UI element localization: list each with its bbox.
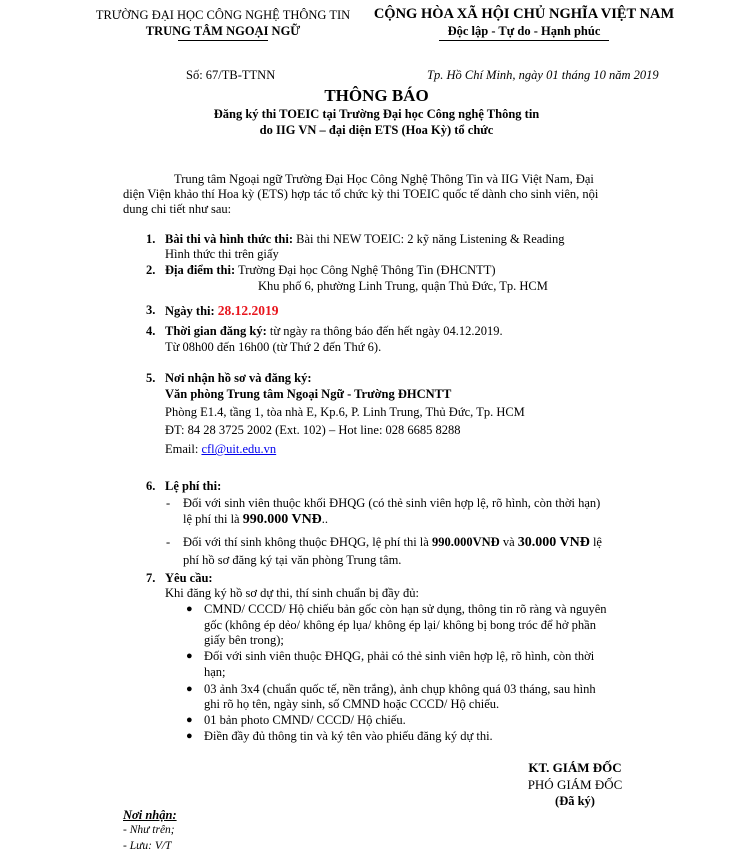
page-title: THÔNG BÁO — [324, 86, 429, 105]
office-phone: ĐT: 84 28 3725 2002 (Ext. 102) – Hot line: 028 6685 8288 — [165, 423, 461, 437]
item-2 — [165, 263, 496, 278]
req-1-line1: CMND/ CCCD/ Hộ chiếu bản gốc còn hạn sử dụng, thông tin rõ ràng và nguyên — [204, 602, 607, 616]
fee-b-amount2: 30.000 VNĐ — [517, 535, 590, 550]
signature-status: (Đã ký) — [555, 794, 595, 808]
item-5-number: 5. — [146, 371, 156, 385]
requirements-intro: Khi đăng ký hồ sơ dự thi, thí sinh chuẩn bị đầy đủ: — [165, 586, 419, 600]
email-link[interactable]: cfl@uit.edu.vn — [201, 442, 277, 456]
item-7-number: 7. — [146, 571, 156, 585]
header-right — [372, 6, 676, 41]
req-3-line2: ghi rõ họ tên, ngày sinh, số CMND hoặc CCCD/ Hộ chiếu. — [204, 697, 500, 711]
recipients-label: Nơi nhận: — [123, 808, 177, 822]
item-6-number: 6. — [146, 479, 156, 493]
signature-title: KT. GIÁM ĐỐC — [528, 760, 622, 775]
bullet-3-icon: ● — [186, 683, 193, 695]
recipient-1: - Như trên; — [123, 824, 175, 836]
item-2-text: Trường Đại học Công Nghệ Thông Tin (ĐHCNTT) — [235, 263, 496, 277]
nation-motto: Độc lập - Tự do - Hạnh phúc — [447, 24, 601, 38]
item-2-line2: Khu phố 6, phường Linh Trung, quận Thủ Đức, Tp. HCM — [258, 279, 548, 293]
fee-a-line2 — [183, 512, 328, 528]
bullet-2-icon: ● — [186, 650, 193, 662]
fee-b-prefix: Đối với thí sinh không thuộc ĐHQG, lệ phí thi là — [183, 535, 432, 549]
item-4-text: từ ngày ra thông báo đến hết ngày 04.12.2019. — [266, 324, 503, 338]
office-email — [165, 442, 276, 457]
req-4: 01 bản photo CMND/ CCCD/ Hộ chiếu. — [204, 713, 406, 727]
item-3 — [165, 303, 279, 319]
item-4 — [165, 324, 503, 339]
fee-b-mid: và — [499, 535, 518, 549]
email-label: Email: — [165, 442, 202, 456]
header-left — [88, 8, 358, 41]
subtitle-line1: Đăng ký thi TOEIC tại Trường Đại học Công nghệ Thông tin — [213, 107, 540, 121]
req-1-line3: giấy bên trong); — [204, 633, 284, 647]
item-4-number: 4. — [146, 324, 156, 338]
req-2-line1: Đối với sinh viên thuộc ĐHQG, phải có thẻ sinh viên hợp lệ, rõ hình, còn thời — [204, 649, 595, 663]
item-3-number: 3. — [146, 303, 156, 317]
item-1-line2: Hình thức thi trên giấy — [165, 247, 279, 261]
place-date: Tp. Hồ Chí Minh, ngày 01 tháng 10 năm 2019 — [427, 68, 659, 82]
item-1-number: 1. — [146, 232, 156, 246]
header-right-underline — [439, 40, 609, 41]
fee-b-amount1: 990.000VNĐ — [431, 535, 500, 549]
bullet-4-icon: ● — [186, 714, 193, 726]
fee-a-amount: 990.000 VNĐ — [242, 512, 322, 527]
item-5-label: Nơi nhận hồ sơ và đăng ký: — [165, 371, 312, 385]
fee-b-dash: - — [166, 535, 171, 549]
fee-a-suffix: .. — [321, 512, 329, 526]
subtitle-line2: do IIG VN – đại diện ETS (Hoa Kỳ) tổ chức — [259, 123, 494, 137]
item-7-label: Yêu cầu: — [165, 571, 213, 585]
recipient-2: - Lưu: V/T — [123, 840, 172, 852]
nation-name: CỘNG HÒA XÃ HỘI CHỦ NGHĨA VIỆT NAM — [373, 6, 675, 22]
req-2-line2: hạn; — [204, 665, 226, 679]
office-address: Phòng E1.4, tầng 1, tòa nhà E, Kp.6, P. Linh Trung, Thủ Đức, Tp. HCM — [165, 405, 525, 419]
header-left-underline — [178, 40, 268, 41]
exam-date: 28.12.2019 — [217, 303, 279, 318]
fee-b-line1 — [183, 535, 602, 551]
req-3-line1: 03 ảnh 3x4 (chuẩn quốc tế, nền trắng), ảnh chụp không quá 03 tháng, sau hình — [204, 682, 596, 696]
school-name: TRƯỜNG ĐẠI HỌC CÔNG NGHỆ THÔNG TIN — [95, 8, 351, 22]
office-name: Văn phòng Trung tâm Ngoại Ngữ - Trường ĐHCNTT — [165, 387, 452, 401]
req-1-line2: gốc (không ép dẻo/ không ép lụa/ không ép lại/ không bị bong tróc để hở phần — [204, 618, 596, 632]
item-2-number: 2. — [146, 263, 156, 277]
bullet-1-icon: ● — [186, 603, 193, 615]
intro-line3: dung chi tiết như sau: — [123, 202, 232, 216]
fee-b-line2: phí hồ sơ đăng ký tại văn phòng Trung tâm. — [183, 553, 402, 567]
item-6-label: Lệ phí thi: — [165, 479, 222, 493]
item-4-line2: Từ 08h00 đến 16h00 (từ Thứ 2 đến Thứ 6). — [165, 340, 382, 354]
item-1-label: Bài thi và hình thức thi: — [165, 232, 294, 246]
item-1 — [165, 232, 565, 247]
intro-line2: diện Viện khảo thí Hoa kỳ (ETS) hợp tác tổ chức kỳ thi TOEIC quốc tế dành cho sinh viên, nội — [123, 187, 599, 201]
item-1-text: Bài thi NEW TOEIC: 2 kỹ năng Listening & Reading — [293, 232, 565, 246]
req-5: Điền đầy đủ thông tin và ký tên vào phiếu đăng ký dự thi. — [204, 729, 493, 743]
fee-a-prefix: lệ phí thi là — [183, 512, 243, 526]
center-name: TRUNG TÂM NGOẠI NGỮ — [145, 24, 301, 38]
fee-b-suffix: lệ — [589, 535, 602, 549]
signature-block — [505, 760, 645, 809]
item-4-label: Thời gian đăng ký: — [165, 324, 267, 338]
item-3-label: Ngày thi: — [165, 304, 215, 318]
signature-role: PHÓ GIÁM ĐỐC — [527, 777, 623, 792]
fee-a-dash: - — [166, 496, 171, 510]
document-number: Số: 67/TB-TTNN — [186, 68, 276, 82]
fee-a-line1: Đối với sinh viên thuộc khối ĐHQG (có thẻ sinh viên hợp lệ, rõ hình, còn thời hạn) — [183, 496, 601, 510]
item-2-label: Địa điểm thi: — [165, 263, 236, 277]
bullet-5-icon: ● — [186, 730, 193, 742]
intro-line1: Trung tâm Ngoại ngữ Trường Đại Học Công Nghệ Thông Tin và IIG Việt Nam, Đại — [174, 172, 594, 186]
